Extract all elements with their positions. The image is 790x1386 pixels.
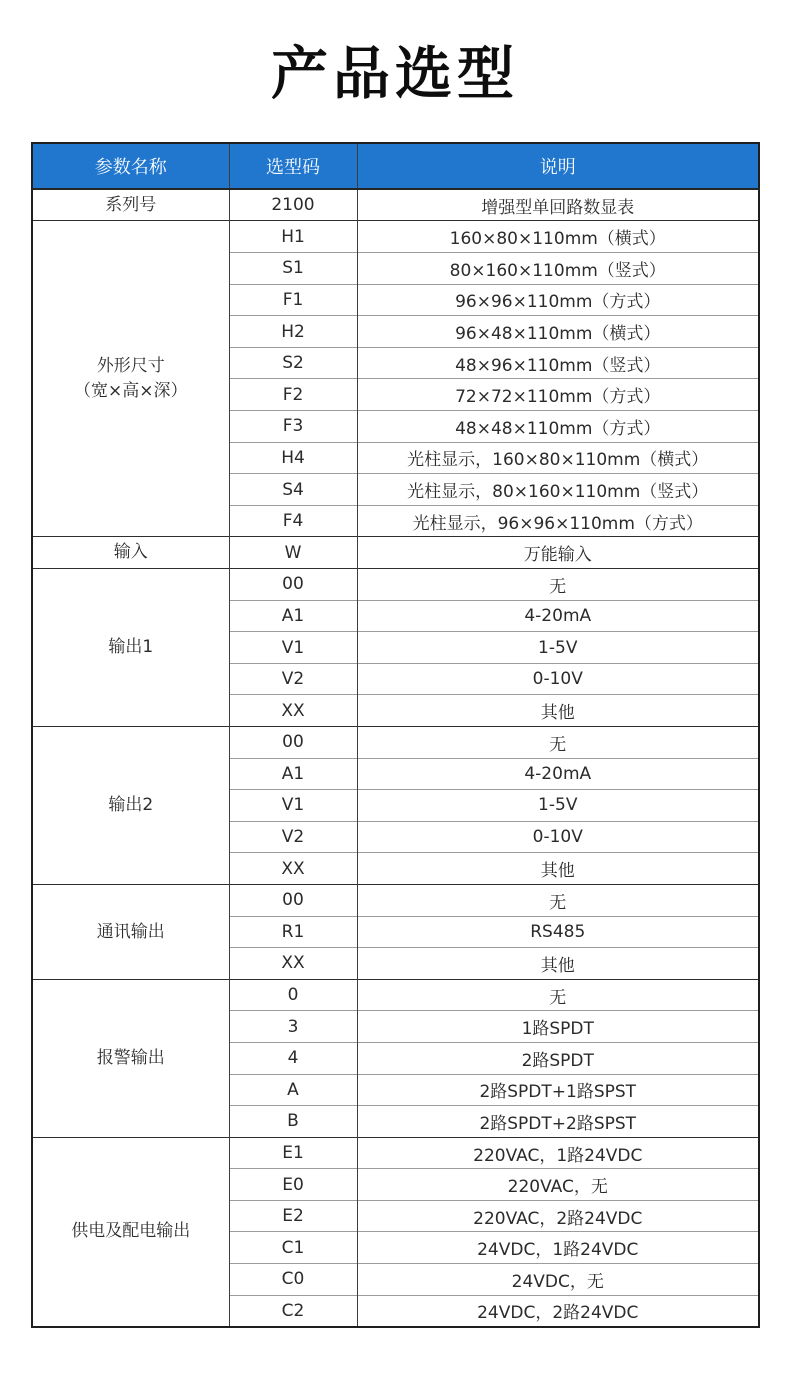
- table-header: [32, 143, 759, 189]
- table-body: [32, 189, 759, 1326]
- param-name-line: 通讯输出: [96, 921, 165, 942]
- selection-code-cell: H1: [229, 221, 357, 253]
- selection-code-cell: 4: [229, 1042, 357, 1074]
- description-cell: 4-20mA: [357, 758, 759, 790]
- table-row: [32, 221, 759, 253]
- selection-code-cell: S2: [229, 347, 357, 379]
- table-row: [32, 1137, 759, 1169]
- description-cell: 其他: [357, 853, 759, 885]
- table-header-row: [32, 143, 759, 189]
- selection-code-cell: C1: [229, 1232, 357, 1264]
- description-cell: 光柱显示，160×80×110mm（横式）: [357, 442, 759, 474]
- description-cell: 2路SPDT+2路SPST: [357, 1106, 759, 1138]
- description-cell: 72×72×110mm（方式）: [357, 379, 759, 411]
- description-cell: RS485: [357, 916, 759, 948]
- selection-code-cell: S1: [229, 253, 357, 285]
- param-name-line: 系列号: [105, 195, 157, 216]
- selection-code-cell: R1: [229, 916, 357, 948]
- param-name-line: 输出2: [108, 795, 154, 816]
- table-row: [32, 569, 759, 601]
- column-header-selection-code: 选型码: [229, 143, 357, 189]
- param-name-cell: [32, 884, 229, 979]
- description-cell: 220VAC，1路24VDC: [357, 1137, 759, 1169]
- selection-code-cell: A1: [229, 600, 357, 632]
- description-cell: 220VAC，无: [357, 1169, 759, 1201]
- param-name-line: 报警输出: [96, 1047, 165, 1068]
- column-header-param-name: 参数名称: [32, 143, 229, 189]
- selection-code-cell: XX: [229, 853, 357, 885]
- param-name-cell: [32, 1137, 229, 1327]
- description-cell: 24VDC，2路24VDC: [357, 1295, 759, 1327]
- param-name-line: 供电及配电输出: [71, 1221, 191, 1242]
- param-name-line: （宽×高×深）: [74, 380, 188, 401]
- selection-code-cell: W: [229, 537, 357, 569]
- param-name-line: 输入: [113, 542, 148, 563]
- selection-code-cell: E1: [229, 1137, 357, 1169]
- selection-code-cell: V1: [229, 632, 357, 664]
- description-cell: 其他: [357, 948, 759, 980]
- description-cell: 48×48×110mm（方式）: [357, 411, 759, 443]
- column-header-description: 说明: [357, 143, 759, 189]
- selection-code-cell: H2: [229, 316, 357, 348]
- selection-code-cell: A1: [229, 758, 357, 790]
- product-selection-table: [31, 142, 760, 1327]
- description-cell: 96×96×110mm（方式）: [357, 284, 759, 316]
- description-cell: 1-5V: [357, 632, 759, 664]
- description-cell: 24VDC，1路24VDC: [357, 1232, 759, 1264]
- description-cell: 0-10V: [357, 821, 759, 853]
- table-row: [32, 537, 759, 569]
- table-row: [32, 189, 759, 221]
- description-cell: 2路SPDT+1路SPST: [357, 1074, 759, 1106]
- selection-code-cell: C0: [229, 1264, 357, 1296]
- description-cell: 无: [357, 884, 759, 916]
- selection-code-cell: 00: [229, 569, 357, 601]
- selection-code-cell: F4: [229, 505, 357, 537]
- selection-code-cell: H4: [229, 442, 357, 474]
- selection-code-cell: S4: [229, 474, 357, 506]
- selection-code-cell: B: [229, 1106, 357, 1138]
- description-cell: 1路SPDT: [357, 1011, 759, 1043]
- param-name-cell: [32, 537, 229, 569]
- description-cell: 80×160×110mm（竖式）: [357, 253, 759, 285]
- selection-code-cell: C2: [229, 1295, 357, 1327]
- selection-code-cell: A: [229, 1074, 357, 1106]
- description-cell: 光柱显示，80×160×110mm（竖式）: [357, 474, 759, 506]
- table-row: [32, 979, 759, 1011]
- description-cell: 160×80×110mm（横式）: [357, 221, 759, 253]
- description-cell: 2路SPDT: [357, 1042, 759, 1074]
- description-cell: 万能输入: [357, 537, 759, 569]
- selection-code-cell: 3: [229, 1011, 357, 1043]
- description-cell: 48×96×110mm（竖式）: [357, 347, 759, 379]
- description-cell: 1-5V: [357, 790, 759, 822]
- description-cell: 0-10V: [357, 663, 759, 695]
- selection-code-cell: 00: [229, 884, 357, 916]
- selection-code-cell: V1: [229, 790, 357, 822]
- page-title: 产品选型: [271, 41, 519, 107]
- description-cell: 220VAC，2路24VDC: [357, 1200, 759, 1232]
- table-row: [32, 884, 759, 916]
- description-cell: 无: [357, 979, 759, 1011]
- table-row: [32, 726, 759, 758]
- selection-code-cell: F2: [229, 379, 357, 411]
- selection-code-cell: 2100: [229, 189, 357, 221]
- description-cell: 光柱显示，96×96×110mm（方式）: [357, 505, 759, 537]
- description-cell: 其他: [357, 695, 759, 727]
- selection-code-cell: F3: [229, 411, 357, 443]
- description-cell: 无: [357, 569, 759, 601]
- selection-code-cell: F1: [229, 284, 357, 316]
- selection-code-cell: 0: [229, 979, 357, 1011]
- param-name-cell: [32, 979, 229, 1137]
- param-name-line: 外形尺寸: [96, 356, 165, 377]
- selection-code-cell: E2: [229, 1200, 357, 1232]
- selection-code-cell: 00: [229, 726, 357, 758]
- param-name-cell: [32, 189, 229, 221]
- param-name-cell: [32, 726, 229, 884]
- description-cell: 24VDC，无: [357, 1264, 759, 1296]
- selection-code-cell: XX: [229, 695, 357, 727]
- description-cell: 4-20mA: [357, 600, 759, 632]
- selection-code-cell: XX: [229, 948, 357, 980]
- param-name-cell: [32, 221, 229, 537]
- selection-code-cell: V2: [229, 663, 357, 695]
- description-cell: 96×48×110mm（横式）: [357, 316, 759, 348]
- param-name-cell: [32, 569, 229, 727]
- selection-code-cell: E0: [229, 1169, 357, 1201]
- selection-code-cell: V2: [229, 821, 357, 853]
- param-name-line: 输出1: [108, 637, 154, 658]
- description-cell: 无: [357, 726, 759, 758]
- description-cell: 增强型单回路数显表: [357, 189, 759, 221]
